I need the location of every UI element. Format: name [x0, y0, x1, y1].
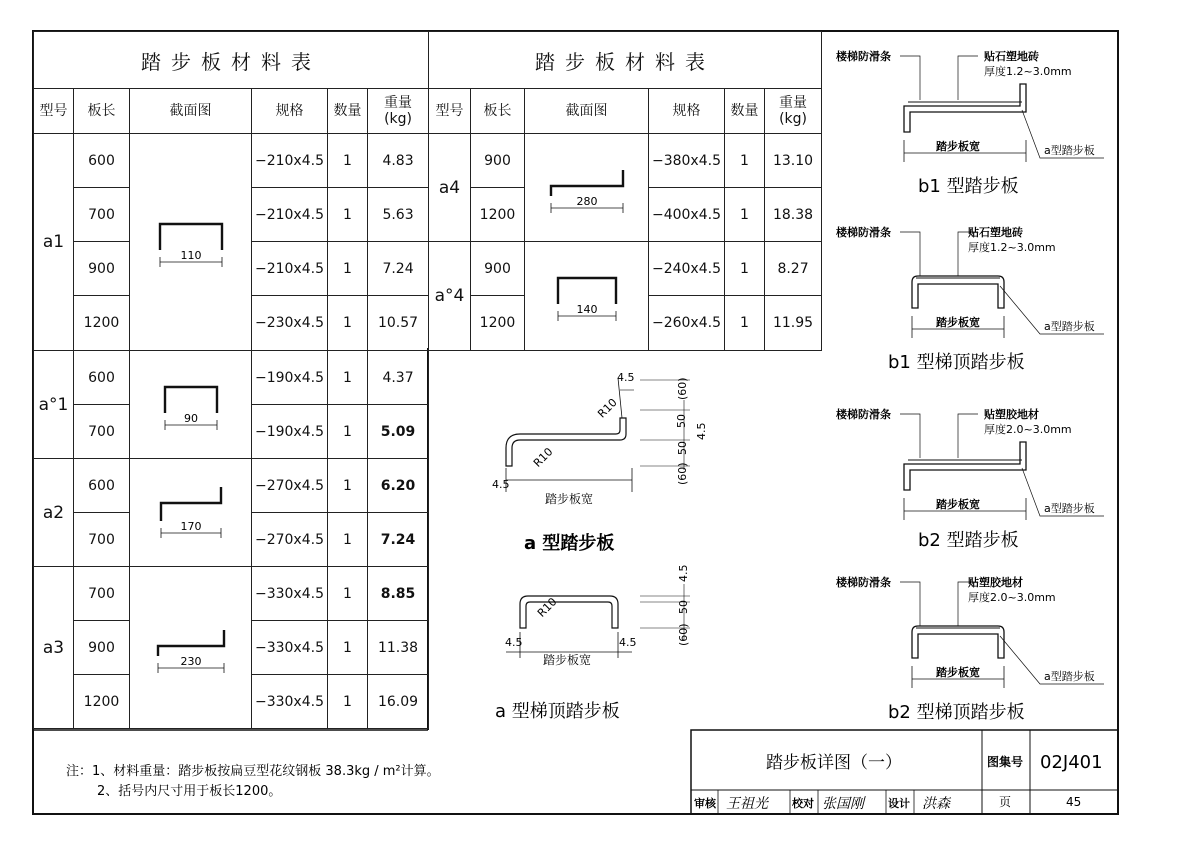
page-label: 页 [999, 795, 1012, 809]
section-dim-label: 110 [180, 249, 201, 262]
spec-cell: −400x4.5 [649, 188, 725, 242]
plate-label: a型踏步板 [1044, 502, 1095, 515]
detail-a-top-caption: a 型梯顶踏步板 [495, 701, 620, 722]
side-detail-caption: b2 型梯顶踏步板 [888, 702, 1025, 723]
detail-a-top-width: 踏步板宽 [543, 653, 592, 667]
spec-cell: −210x4.5 [252, 188, 328, 242]
spec-cell: −330x4.5 [252, 675, 328, 729]
qty-cell: 1 [328, 134, 368, 188]
header-section: 截面图 [130, 89, 252, 134]
qty-cell: 1 [328, 567, 368, 621]
review-label: 审核 [694, 797, 716, 810]
section-profile-icon [136, 481, 246, 541]
qty-cell: 1 [328, 351, 368, 405]
model-cell: a°4 [429, 242, 471, 351]
section-dim-label: 230 [180, 654, 201, 668]
detail-a-thick-top: 4.5 [617, 371, 635, 384]
width-label: 踏步板宽 [936, 140, 980, 153]
antislip-strip-label: 楼梯防滑条 [836, 50, 891, 63]
header-spec: 规格 [252, 89, 328, 134]
weight-cell: 18.38 [765, 188, 822, 242]
detail-a-drawing [506, 378, 690, 492]
detail-a-h45: 4.5 [695, 422, 708, 440]
finish-label: 贴石塑地砖 [968, 226, 1023, 239]
header-weight-label: 重量 [779, 95, 808, 111]
finish-label: 贴塑胶地材 [984, 408, 1039, 421]
weight-cell: 4.37 [368, 351, 429, 405]
section-profile-icon [136, 373, 246, 433]
detail-a-top-h50: 50 [677, 600, 690, 614]
detail-a-top-right: 4.5 [619, 636, 637, 649]
header-weight-label: 重量 [384, 95, 413, 111]
detail-a-top-left: 4.5 [505, 636, 523, 649]
spec-cell: −270x4.5 [252, 459, 328, 513]
drawing-title: 踏步板详图（一） [766, 753, 902, 773]
weight-cell: 13.10 [765, 134, 822, 188]
length-cell: 900 [471, 134, 525, 188]
section-cell [525, 134, 649, 242]
length-cell: 900 [74, 621, 130, 675]
side-detail-2 [836, 225, 1104, 373]
qty-cell: 1 [328, 675, 368, 729]
plate-label: a型踏步板 [1044, 670, 1095, 683]
header-length: 板长 [471, 89, 525, 134]
material-table-left [33, 31, 429, 729]
qty-cell: 1 [328, 513, 368, 567]
plate-label: a型踏步板 [1044, 144, 1095, 157]
model-cell: a2 [34, 459, 74, 567]
section-profile-icon [136, 616, 246, 676]
weight-cell: 4.83 [368, 134, 429, 188]
side-detail-caption: b1 型梯顶踏步板 [888, 352, 1025, 373]
length-cell: 900 [471, 242, 525, 296]
qty-cell: 1 [725, 296, 765, 351]
detail-a-r10-top: R10 [595, 395, 620, 421]
detail-a-top-drawing [506, 584, 690, 658]
table-row [34, 459, 429, 513]
qty-cell: 1 [725, 242, 765, 296]
detail-a-top-h60: (60) [677, 623, 690, 646]
section-dim-label: 170 [180, 519, 201, 533]
side-detail-4 [836, 575, 1104, 723]
header-qty: 数量 [725, 89, 765, 134]
section-cell [130, 134, 252, 351]
header-weight-unit: (kg) [779, 111, 807, 127]
section-cell [130, 351, 252, 459]
thickness-label: 厚度1.2~3.0mm [984, 65, 1072, 78]
spec-cell: −210x4.5 [252, 242, 328, 296]
qty-cell: 1 [328, 242, 368, 296]
reviewer-signature: 王祖光 [726, 796, 768, 812]
qty-cell: 1 [328, 405, 368, 459]
note-line-1: 注：1、材料重量：踏步板按扁豆型花纹钢板 38.3kg / m²计算。 [66, 764, 440, 779]
table-title: 踏步板材料表 [429, 32, 822, 89]
header-qty: 数量 [328, 89, 368, 134]
model-cell: a°1 [34, 351, 74, 459]
side-details [836, 49, 1104, 723]
atlas-label: 图集号 [987, 755, 1024, 769]
weight-cell: 5.63 [368, 188, 429, 242]
qty-cell: 1 [328, 296, 368, 351]
finish-label: 贴塑胶地材 [968, 576, 1023, 589]
detail-a-total: 4.5 [492, 478, 510, 491]
check-label: 校对 [792, 797, 814, 810]
spec-cell: −190x4.5 [252, 351, 328, 405]
length-cell: 1200 [471, 188, 525, 242]
weight-cell: 8.27 [765, 242, 822, 296]
detail-a-caption: a 型踏步板 [524, 533, 615, 554]
qty-cell: 1 [328, 459, 368, 513]
length-cell: 700 [74, 405, 130, 459]
qty-cell: 1 [725, 188, 765, 242]
section-profile-icon [136, 210, 246, 270]
header-weight-unit: (kg) [384, 111, 412, 127]
atlas-number: 02J401 [1040, 752, 1103, 773]
section-cell [525, 242, 649, 351]
section-profile-icon [532, 156, 642, 216]
checker-signature: 张国刚 [822, 796, 864, 812]
designer-signature: 洪森 [922, 796, 950, 812]
weight-cell: 11.38 [368, 621, 429, 675]
qty-cell: 1 [328, 621, 368, 675]
weight-cell: 10.57 [368, 296, 429, 351]
length-cell: 700 [74, 567, 130, 621]
section-cell [130, 459, 252, 567]
header-model: 型号 [34, 89, 74, 134]
header-model: 型号 [429, 89, 471, 134]
qty-cell: 1 [328, 188, 368, 242]
qty-cell: 1 [725, 134, 765, 188]
page-number: 45 [1066, 795, 1082, 809]
thickness-label: 厚度2.0~3.0mm [984, 423, 1072, 436]
weight-cell: 8.85 [368, 567, 429, 621]
side-detail-caption: b2 型踏步板 [918, 530, 1019, 551]
model-cell: a4 [429, 134, 471, 242]
section-cell [130, 567, 252, 729]
spec-cell: −270x4.5 [252, 513, 328, 567]
section-dim-label: 90 [183, 411, 198, 425]
length-cell: 600 [74, 351, 130, 405]
spec-cell: −240x4.5 [649, 242, 725, 296]
detail-a-top-r10: R10 [534, 595, 560, 620]
width-label: 踏步板宽 [936, 498, 980, 511]
antislip-strip-label: 楼梯防滑条 [836, 226, 891, 239]
weight-cell: 7.24 [368, 242, 429, 296]
detail-a-h60-top: (60) [676, 377, 689, 400]
length-cell: 600 [74, 459, 130, 513]
table-row [429, 134, 822, 188]
detail-a-h50-bottom: 50 [676, 441, 689, 455]
spec-cell: −230x4.5 [252, 296, 328, 351]
header-weight [368, 89, 429, 134]
spec-cell: −380x4.5 [649, 134, 725, 188]
spec-cell: −260x4.5 [649, 296, 725, 351]
detail-a-h50-top: 50 [675, 414, 688, 428]
weight-cell: 16.09 [368, 675, 429, 729]
detail-a-top-h45: 4.5 [677, 564, 690, 582]
spec-cell: −330x4.5 [252, 621, 328, 675]
table-row [34, 567, 429, 621]
side-detail-3 [836, 407, 1104, 551]
length-cell: 1200 [74, 296, 130, 351]
antislip-strip-label: 楼梯防滑条 [836, 408, 891, 421]
antislip-strip-label: 楼梯防滑条 [836, 576, 891, 589]
length-cell: 1200 [471, 296, 525, 351]
length-cell: 1200 [74, 675, 130, 729]
table-title: 踏步板材料表 [34, 32, 429, 89]
table-row [34, 351, 429, 405]
table-row [429, 242, 822, 296]
spec-cell: −210x4.5 [252, 134, 328, 188]
header-weight [765, 89, 822, 134]
thickness-label: 厚度1.2~3.0mm [968, 241, 1056, 254]
weight-cell: 11.95 [765, 296, 822, 351]
table-row [34, 134, 429, 188]
thickness-label: 厚度2.0~3.0mm [968, 591, 1056, 604]
length-cell: 600 [74, 134, 130, 188]
section-dim-label: 280 [576, 194, 597, 208]
detail-a-r10-bottom: R10 [530, 445, 556, 470]
length-cell: 700 [74, 188, 130, 242]
model-cell: a1 [34, 134, 74, 351]
material-table-right [428, 31, 822, 351]
section-dim-label: 140 [576, 303, 597, 316]
width-label: 踏步板宽 [936, 316, 980, 329]
note-line-2: 2、括号内尺寸用于板长1200。 [97, 784, 282, 799]
finish-label: 贴石塑地砖 [984, 50, 1039, 63]
header-length: 板长 [74, 89, 130, 134]
detail-a-width: 踏步板宽 [545, 492, 594, 506]
side-detail-1 [836, 49, 1104, 197]
design-label: 设计 [888, 797, 910, 810]
width-label: 踏步板宽 [936, 666, 980, 679]
weight-cell: 5.09 [368, 405, 429, 459]
section-profile-icon [532, 264, 642, 324]
plate-label: a型踏步板 [1044, 320, 1095, 333]
detail-a-h60-bottom: (60) [676, 462, 689, 485]
weight-cell: 7.24 [368, 513, 429, 567]
spec-cell: −190x4.5 [252, 405, 328, 459]
spec-cell: −330x4.5 [252, 567, 328, 621]
length-cell: 700 [74, 513, 130, 567]
model-cell: a3 [34, 567, 74, 729]
weight-cell: 6.20 [368, 459, 429, 513]
header-section: 截面图 [525, 89, 649, 134]
side-detail-caption: b1 型踏步板 [918, 176, 1019, 197]
header-spec: 规格 [649, 89, 725, 134]
length-cell: 900 [74, 242, 130, 296]
